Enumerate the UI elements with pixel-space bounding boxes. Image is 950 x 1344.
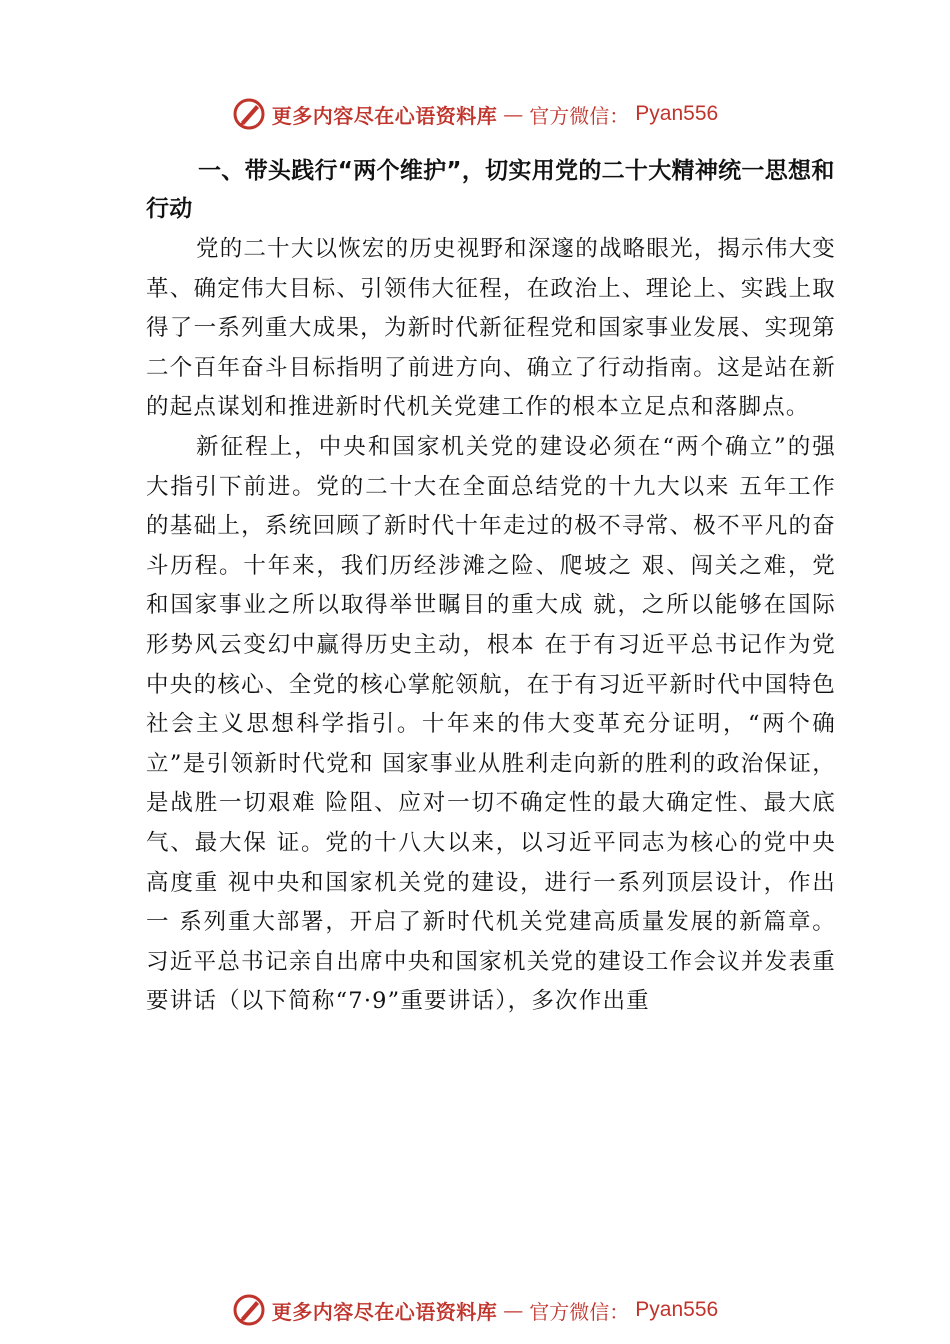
paragraph-1: 党的二十大以恢宏的历史视野和深邃的战略眼光，揭示伟大变革、确定伟大目标、引领伟大征程，在政治上、理论上、实践上取得了一系列重大成果，为新时代新征程党和国家事业发展、实现第二个百年奋斗目标指明了前进方向、确立了行动指南。这是站在新的起点谋划和推进新时代机关党建工作的根本立足点和落脚点。 (146, 236, 836, 421)
section-heading: 一、带头践行“两个维护”，切实用党的二十大精神统一思想和行动 (146, 158, 835, 222)
banner-brand-text: 更多内容尽在心语资料库 (271, 103, 498, 128)
banner-wechat-label: 官方微信： (529, 103, 630, 128)
banner-wechat-label: 官方微信： (529, 1299, 630, 1324)
document-body (146, 152, 836, 1022)
header-banner (0, 94, 950, 134)
banner-wechat-id: Pyan556 (635, 1298, 719, 1321)
brush-logo-icon (232, 97, 266, 131)
brush-logo-icon (232, 1293, 266, 1327)
footer-banner (0, 1290, 950, 1330)
banner-separator: — (503, 102, 524, 126)
banner-wechat-id: Pyan556 (635, 102, 719, 125)
banner-separator: — (503, 1298, 524, 1322)
paragraph-2: 新征程上，中央和国家机关党的建设必须在“两个确立”的强大指引下前进。党的二十大在全面总结党的十九大以来 五年工作的基础上，系统回顾了新时代十年走过的极不寻常、极不平凡的奋斗历程。十年来，我们历经涉滩之险、爬坡之 艰、闯关之难，党和国家事业之所以取得举世瞩目的重大成 就，之所以能够在国际形势风云变幻中赢得历史主动，根本 在于有习近平总书记作为党中央的核心、全党的核心掌舵领航，在于有习近平新时代中国特色社会主义思想科学指引。十年来的伟大变革充分证明，“两个确立”是引领新时代党和 国家事业从胜利走向新的胜利的政治保证，是战胜一切艰难 险阻、应对一切不确定性的最大确定性、最大底气、最大保 证。党的十八大以来，以习近平同志为核心的党中央高度重 视中央和国家机关党的建设，进行一系列顶层设计，作出一 系列重大部署，开启了新时代机关党建高质量发展的新篇章。习近平总书记亲自出席中央和国家机关党的建设工作会议并发表重要讲话（以下简称“7·9”重要讲话），多次作出重 (146, 433, 836, 1015)
banner-brand-text: 更多内容尽在心语资料库 (271, 1299, 498, 1324)
